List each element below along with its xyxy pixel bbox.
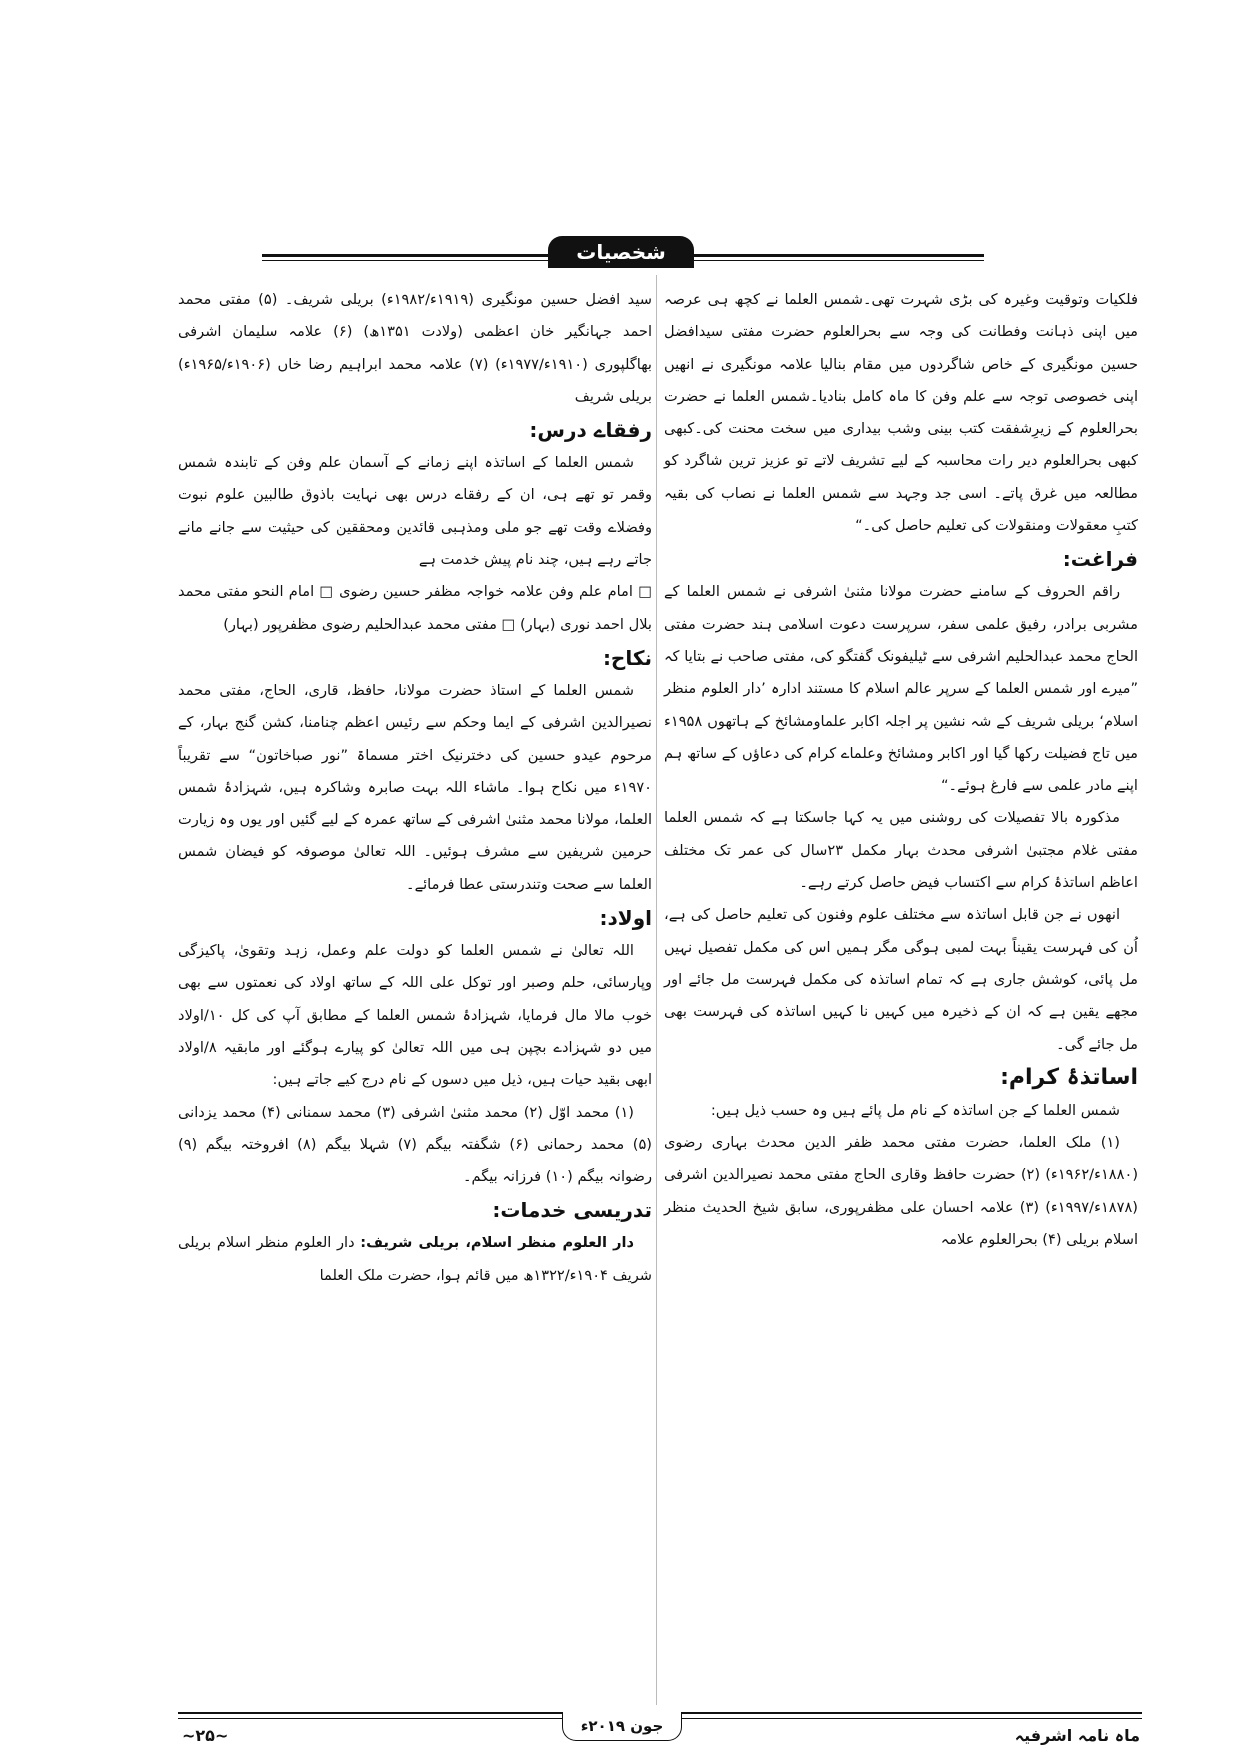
column-divider [656,275,657,1705]
paragraph: راقم الحروف کے سامنے حضرت مولانا مثنیٰ اشرفی نے شمس العلما کے مشربی برادر، رفیق علمی سفر، سرپرست دعوت اسلامی ہند حضرت مفتی الحاج محمد عبدالحلیم اشرفی سے ٹیلیفونک گفتگو کی، مفتی صاحب نے بتایا کہ ”میرے اور شمس العلما کے سرپر عالم اسلام کا مستند ادارہ ’دار العلوم منظر اسلام‘ بریلی شریف کے شہ نشین پر اجلہ اکابر علماومشائخ کے ہاتھوں ۱۹۵۸ء میں تاج فضیلت رکھا گیا اور اکابر ومشائخ وعلماے کرام کی دعاؤں کے ساتھ ہم اپنے مادر علمی سے فارغ ہوئے۔“ [664,583,1138,795]
paragraph: فلکیات وتوقیت وغیرہ کی بڑی شہرت تھی۔شمس العلما نے کچھ ہی عرصہ میں اپنی ذہانت وفطانت کی وجہ سے بحرالعلوم حضرت مفتی سیدافضل حسین مونگیری کے خاص شاگردوں میں مقام بنالیا علامہ مونگیری نے انھیں اپنی خصوصی توجہ سے علم وفن کا ماہ کامل بنادیا۔شمس العلما نے حضرت بحرالعلوم کے زیرِشفقت کتب بینی وشب بیداری میں سخت محنت کی۔کبھی کبھی بحرالعلوم دیر رات محاسبہ کے لیے تشریف لاتے تو عزیز ترین شاگرد کو مطالعہ میں غرق پاتے۔ اسی جد وجہد سے شمس العلما نے نصاب کی بقیہ کتبِ معقولات ومنقولات کی تعلیم حاصل کی۔“ [664,291,1138,535]
right-column [664,284,1138,1256]
paragraph [178,1227,652,1292]
paragraph-lead: دار العلوم منظر اسلام، بریلی شریف: [360,1234,635,1252]
footer-rule-left [178,1712,562,1714]
paragraph: انھوں نے جن قابل اساتذہ سے مختلف علوم وفنون کی تعلیم حاصل کی ہے، اُن کی فہرست یقیناً بہت لمبی ہوگی مگر ہمیں اس کی مکمل تفصیل نہیں مل پائی، کوشش جاری ہے کہ تمام اساتذہ کی مکمل فہرست مل جائے اور مجھے یقین ہے کہ ان کے ذخیرہ میں کہیں نا کہیں اساتذہ کی فہرست بھی مل جائے گی۔ [664,906,1138,1053]
header-rule-left [262,254,548,257]
section-title: شخصیات [548,236,694,268]
paragraph: □ امام علم وفن علامہ خواجہ مظفر حسین رضوی □ امام النحو مفتی محمد بلال احمد نوری (بہار) □ مفتی محمد عبدالحلیم رضوی مظفرپور (بہار) [178,583,652,633]
paragraph: (۱) ملک العلما، حضرت مفتی محمد ظفر الدین محدث بہاری رضوی (۱۸۸۰ء/۱۹۶۲ء) (۲) حضرت حافظ وقاری الحاج مفتی محمد نصیرالدین اشرفی (۱۸۷۸ء/۱۹۹۷ء) (۳) علامہ احسان علی مظفرپوری، سابق شیخ الحدیث منظر اسلام بریلی (۴) بحرالعلوم علامہ [664,1134,1139,1249]
issue-date: جون ۲۰۱۹ء [562,1712,682,1741]
paragraph: اللہ تعالیٰ نے شمس العلما کو دولت علم وعمل، زہد وتقویٰ، پاکیزگی وپارسائی، حلم وصبر اور توکل علی اللہ کے ساتھ اولاد کی نعمتوں سے بھی خوب مالا مال فرمایا، شہزادۂ شمس العلما کے مطابق آپ کی کل ۱۰/اولاد میں دو شہزادے بچپن ہی میں اللہ تعالیٰ کو پیارے ہوگئے اور مابقیہ ۸/اولاد ابھی بقید حیات ہیں، ذیل میں دسوں کے نام درج کیے جاتے ہیں: [178,942,652,1089]
paragraph-body: دار العلوم منظر اسلام بریلی شریف ۱۹۰۴ء/۱۳۲۲ھ میں قائم ہوا، حضرت ملک العلما [178,1234,652,1284]
footer-rule-left-thin [178,1718,562,1719]
header-rule-right-thin [694,260,984,261]
paragraph: شمس العلما کے جن اساتذہ کے نام مل پائے ہیں وہ حسب ذیل ہیں: [710,1101,1120,1119]
left-column [178,284,652,1292]
footer-rule-right-thin [680,1718,1142,1719]
heading-faraghat: فراغت: [1062,547,1138,572]
paragraph: سید افضل حسین مونگیری (۱۹۱۹ء/۱۹۸۲ء) بریلی شریف۔ (۵) مفتی محمد احمد جہانگیر خان اعظمی (ولادت ۱۳۵۱ھ) (۶) علامہ سلیمان اشرفی بھاگلپوری (۱۹۱۰ء/۱۹۷۷ء) (۷) علامہ محمد ابراہیم رضا خاں (۱۹۰۶ء/۱۹۶۵ء) بریلی شریف [178,291,653,405]
header-rule-right [694,254,984,257]
heading-asatiza: اساتذۂ کرام: [1000,1064,1138,1090]
paragraph: مذکورہ بالا تفصیلات کی روشنی میں یہ کہا جاسکتا ہے کہ شمس العلما مفتی غلام مجتبیٰ اشرفی محدث بہار مکمل ۲۳سال کی عمر تک مختلف اعاظم اساتذۂ کرام سے اکتساب فیض حاصل کرتے رہے۔ [664,809,1138,892]
heading-aulad: اولاد: [599,906,652,931]
paragraph: شمس العلما کے استاذ حضرت مولانا، حافظ، قاری، الحاج، مفتی محمد نصیرالدین اشرفی کے ایما وحکم سے رئیس اعظم چنامنا، کشن گنج بہار، کے مرحوم عیدو حسین کی دخترنیک اختر مسماۃ ”نور صباخاتون“ سے تقریباً ۱۹۷۰ء میں نکاح ہوا۔ ماشاء اللہ بہت صابرہ وشاکرہ ہیں، شہزادۂ شمس العلما، مولانا محمد مثنیٰ اشرفی کے ساتھ عمرہ کے لیے گئیں اور یوں وہ زیارت حرمین شریفین سے مشرف ہوئیں۔ اللہ تعالیٰ موصوفہ کو فیضان شمس العلما سے صحت وتندرستی عطا فرمائے۔ [178,681,652,893]
heading-nikah: نکاح: [602,645,652,670]
page-number: ~۲۵~ [182,1726,229,1745]
footer-rule-right [680,1712,1142,1714]
heading-rufaqa: رفقاے درس: [529,418,652,443]
heading-tadrisi: تدریسی خدمات: [492,1198,652,1223]
paragraph: شمس العلما کے اساتذہ اپنے زمانے کے آسمان علم وفن کے تابندہ شمس وقمر تو تھے ہی، ان کے رفقاے درس بھی نہایت باذوق طالبین علوم نبوت وفضلاے وقت تھے جو ملی ومذہبی قائدین ومحققین کی حیثیت سے جانے مانے جاتے رہے ہیں، چند نام پیش خدمت ہے [178,454,652,569]
header-rule-left-thin [262,260,548,261]
magazine-name: ماہ نامہ اشرفیہ [1014,1726,1140,1745]
paragraph: (۱) محمد اوّل (۲) محمد مثنیٰ اشرفی (۳) محمد سمنانی (۴) محمد یزدانی (۵) محمد رحمانی (۶) شگفتہ بیگم (۷) شہلا بیگم (۸) افروختہ بیگم (۹) رضوانہ بیگم (۱۰) فرزانہ بیگم۔ [178,1103,652,1186]
